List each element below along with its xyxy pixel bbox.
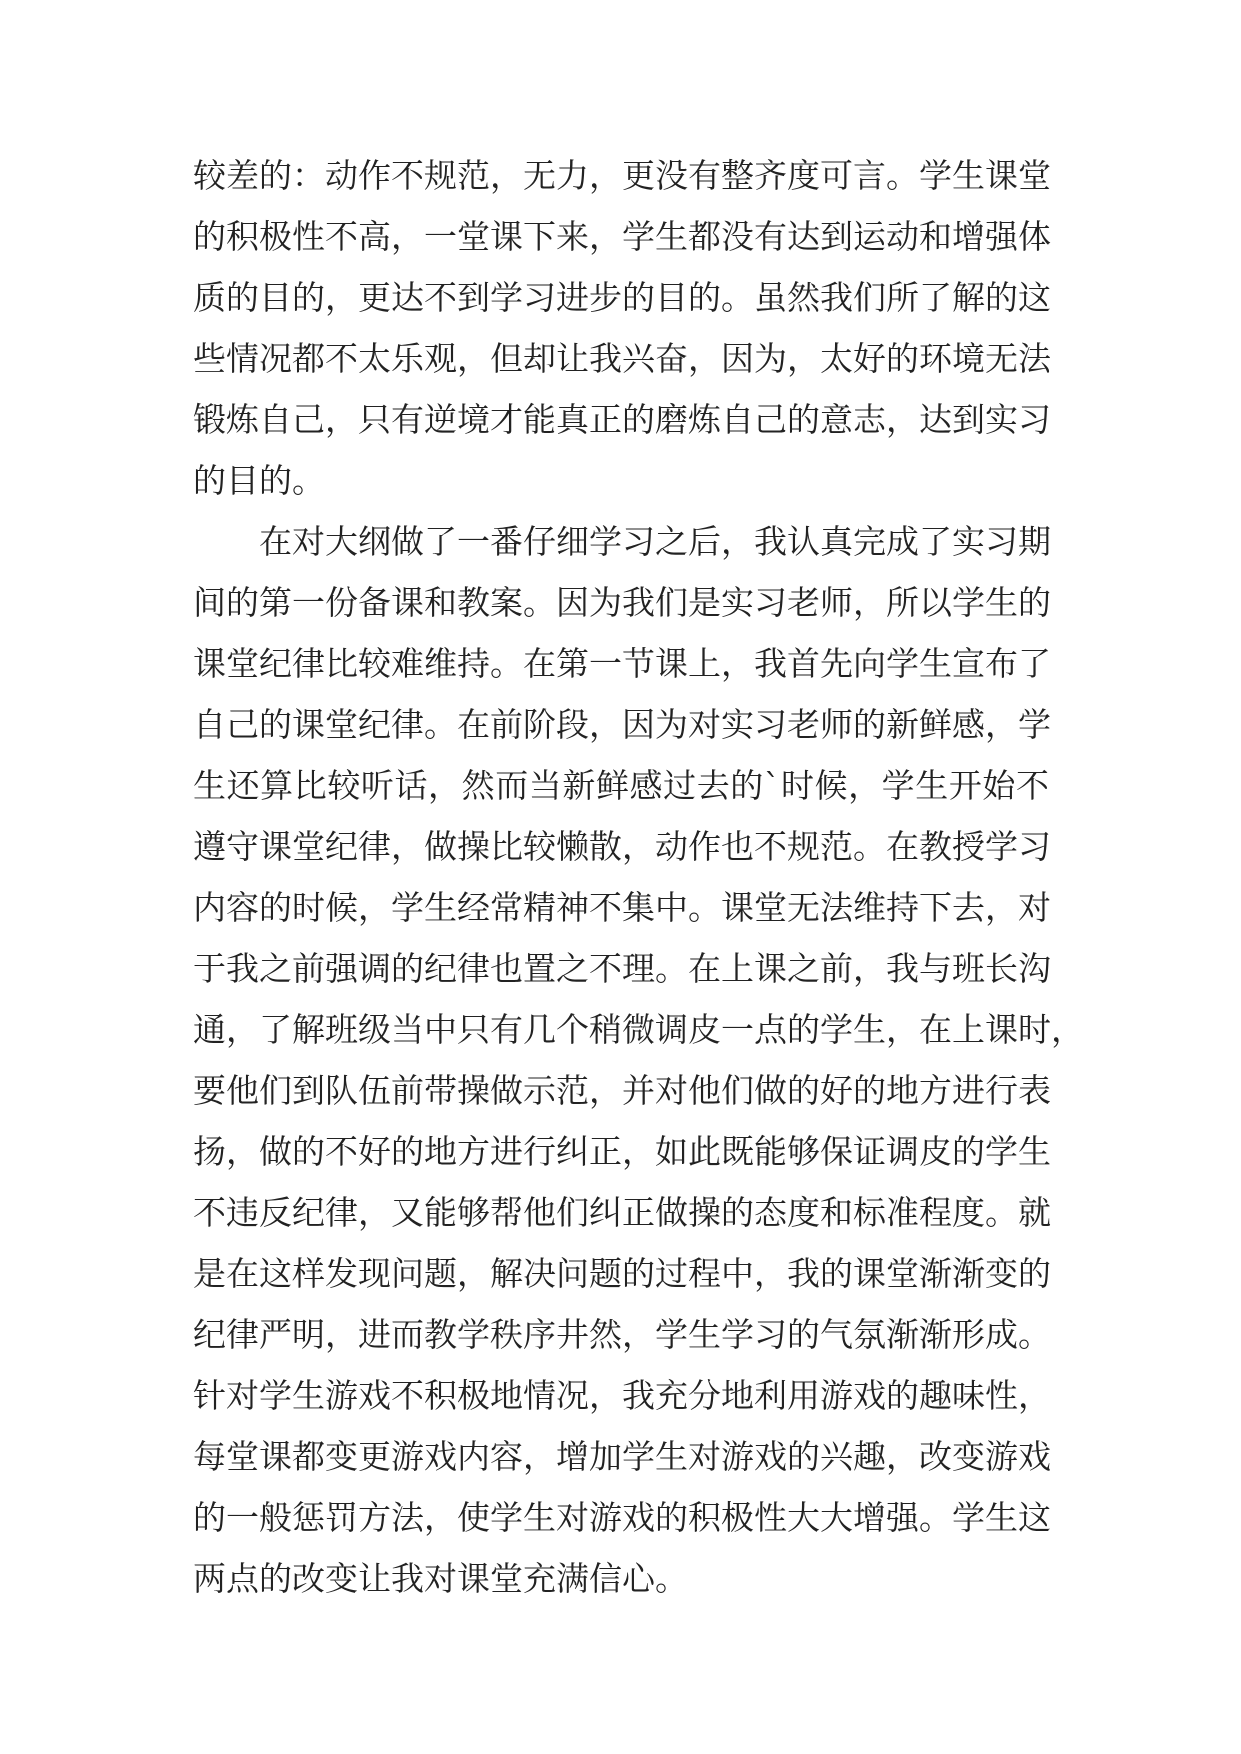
text-line: 质的目的，更达不到学习进步的目的。虽然我们所了解的这: [193, 278, 1051, 317]
text-line: 锻炼自己，只有逆境才能真正的磨炼自己的意志，达到实习: [193, 400, 1051, 439]
text-line: 些情况都不太乐观，但却让我兴奋，因为，太好的环境无法: [193, 339, 1051, 378]
text-line: 遵守课堂纪律，做操比较懒散，动作也不规范。在教授学习: [193, 827, 1051, 866]
text-line: 内容的时候，学生经常精神不集中。课堂无法维持下去，对: [193, 888, 1051, 927]
text-line: 的积极性不高，一堂课下来，学生都没有达到运动和增强体: [193, 217, 1051, 256]
text-line: 间的第一份备课和教案。因为我们是实习老师，所以学生的: [193, 583, 1051, 622]
text-line: 的目的。: [193, 461, 325, 500]
text-line: 于我之前强调的纪律也置之不理。在上课之前，我与班长沟: [193, 949, 1051, 988]
text-line: 每堂课都变更游戏内容，增加学生对游戏的兴趣，改变游戏: [193, 1437, 1051, 1476]
text-line: 课堂纪律比较难维持。在第一节课上，我首先向学生宣布了: [193, 644, 1051, 683]
text-line: 扬，做的不好的地方进行纠正，如此既能够保证调皮的学生: [193, 1132, 1051, 1171]
text-line: 通，了解班级当中只有几个稍微调皮一点的学生，在上课时，: [193, 1010, 1084, 1049]
text-line: 纪律严明，进而教学秩序井然，学生学习的气氛渐渐形成。: [193, 1315, 1051, 1354]
text-line: 生还算比较听话，然而当新鲜感过去的`时候，学生开始不: [193, 766, 1049, 805]
text-line: 两点的改变让我对课堂充满信心。: [193, 1559, 688, 1598]
text-line: 自己的课堂纪律。在前阶段，因为对实习老师的新鲜感，学: [193, 705, 1051, 744]
document-body: [193, 145, 1084, 1609]
text-line: 是在这样发现问题，解决问题的过程中，我的课堂渐渐变的: [193, 1254, 1051, 1293]
text-line: 的一般惩罚方法，使学生对游戏的积极性大大增强。学生这: [193, 1498, 1051, 1537]
text-line: 在对大纲做了一番仔细学习之后，我认真完成了实习期: [259, 522, 1051, 561]
text-line: 要他们到队伍前带操做示范，并对他们做的好的地方进行表: [193, 1071, 1051, 1110]
text-line: 较差的：动作不规范，无力，更没有整齐度可言。学生课堂: [193, 156, 1051, 195]
text-line: 针对学生游戏不积极地情况，我充分地利用游戏的趣味性，: [193, 1376, 1051, 1415]
text-line: 不违反纪律，又能够帮他们纠正做操的态度和标准程度。就: [193, 1193, 1051, 1232]
